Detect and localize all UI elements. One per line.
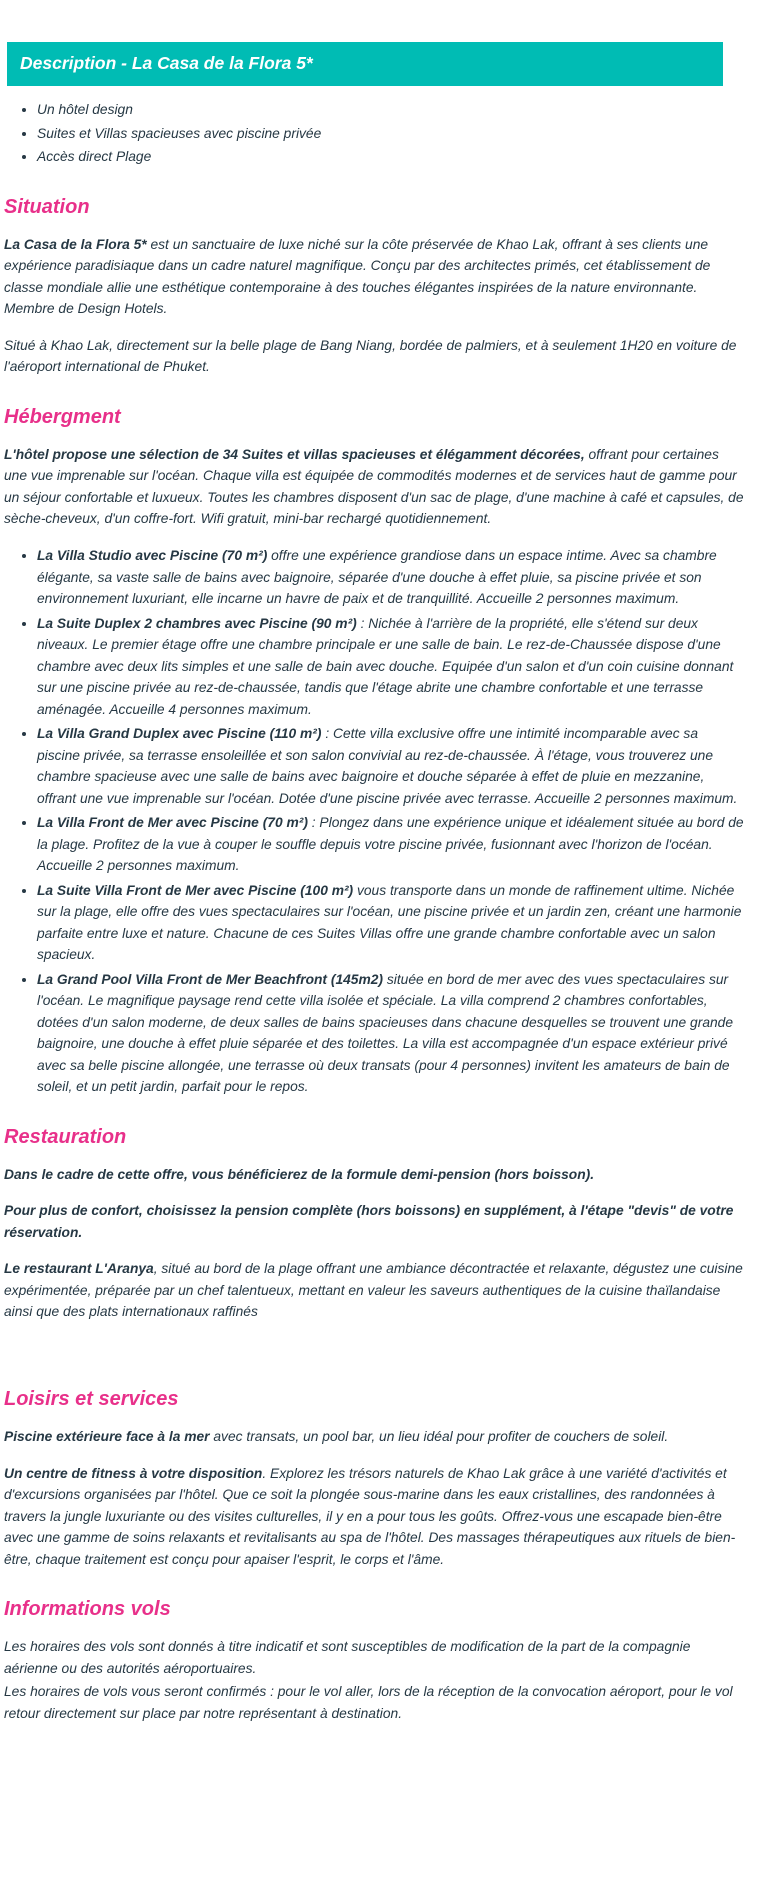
villa-description: située en bord de mer avec des vues spectaculaires sur l'océan. Le magnifique paysage rend cette villa isolée et spéciale. La villa comprend 2 chambres confortables, dotées d'un salon moderne, de deux salles de bains spacieuses dans chacune desquelles se trouvent une grande baignoire, une douche à effet pluie séparée et des toilettes. La villa est accompagnée d'un espace extérieur privé avec sa belle piscine allongée, une terrasse où deux transats (pour 4 personnes) invitent les amateurs de bain de soleil, et un petit jardin, parfait pour le repos.	[37, 971, 734, 1095]
villa-title: La Suite Villa Front de Mer avec Piscine (100 m²)	[37, 882, 354, 898]
villa-item	[37, 969, 744, 1098]
restauration-paragraph-1: Dans le cadre de cette offre, vous bénéficierez de la formule demi-pension (hors boisson).	[4, 1166, 595, 1182]
vols-paragraph-2: Les horaires de vols vous seront confirmés : pour le vol aller, lors de la réception de la convocation aéroport, pour le vol retour directement sur place par notre représentant à destination.	[4, 1684, 733, 1721]
loisirs-paragraph-2-bold: Un centre de fitness à votre disposition	[4, 1465, 263, 1481]
situation-paragraph-1-text: est un sanctuaire de luxe niché sur la côte préservée de Khao Lak, offrant à ses clients une expérience paradisiaque dans un cadre naturel magnifique. Conçu par des architectes primés, cet établissement de classe mondiale allie une esthétique contemporaine à des touches élégantes inspirées de la nature environnante. Membre de Design Hotels.	[4, 236, 711, 317]
villa-description: : Plongez dans une expérience unique et idéalement située au bord de la plage. Profitez de la vue à couper le souffle depuis votre piscine privée, fusionnant avec l'horizon de l'océan. Accueille 2 personnes maximum.	[37, 815, 744, 874]
villa-item	[37, 723, 744, 809]
villa-description: : Nichée à l'arrière de la propriété, elle s'étend sur deux niveaux. Le premier étage offre une chambre principale er une salle de bain. Le rez-de-Chaussée dispose d'une chambre avec deux lits simples et une salle de bain avec douche. Equipée d'un salon et d'un coin cuisine donnant sur une piscine privée au rez-de-chaussée, tandis que l'étage abrite une chambre confortable et une terrasse aménagée. Accueille 4 personnes maximum.	[37, 615, 734, 717]
hotel-name-text: La Casa de la Flora 5*	[4, 236, 147, 252]
section-heading-situation: Situation	[4, 195, 90, 218]
loisirs-paragraph-2	[4, 1463, 744, 1571]
restauration-paragraph-3-text: , situé au bord de la plage offrant une ambiance décontractée et relaxante, dégustez une cuisine expérimentée, préparée par un chef talentueux, mettant en valeur les saveurs authentiques de la cuisine thaïlandaise ainsi que des plats internationaux raffinés	[4, 1261, 743, 1320]
section-heading-hebergement: Hébergment	[4, 405, 121, 428]
loisirs-paragraph-2-text: . Explorez les trésors naturels de Khao Lak grâce à une variété d'activités et d'excursions organisées par l'hôtel. Que ce soit la plongée sous-marine dans les eaux cristallines, des randonnées à travers la jungle luxuriante ou des visites culturelles, il y en a pour tous les goûts. Offrez-vous une escapade bien-être avec une gamme de soins relaxants et revitalisants au spa de l'hôtel. Des massages thérapeutiques aux rituels de bien-être, chaque traitement est conçu pour apaiser l'esprit, le corps et l'âme.	[4, 1465, 736, 1567]
hebergement-intro-bold: L'hôtel propose une sélection de 34 Suites et villas spacieuses et élégamment décorées,	[4, 446, 585, 462]
section-heading-restauration: Restauration	[4, 1125, 127, 1148]
villa-title: La Suite Duplex 2 chambres avec Piscine (90 m²)	[37, 615, 357, 631]
section-heading-loisirs: Loisirs et services	[4, 1387, 179, 1410]
highlight-item: • Un hôtel design	[37, 99, 744, 121]
section-heading-vols: Informations vols	[4, 1598, 171, 1621]
hebergement-intro	[4, 444, 744, 530]
situation-paragraph-1	[4, 234, 744, 320]
restauration-paragraph-3	[4, 1258, 744, 1323]
vols-paragraph-1: Les horaires des vols sont donnés à titre indicatif et sont susceptibles de modification de la part de la compagnie aérienne ou des autorités aéroportuaires.	[4, 1639, 691, 1676]
loisirs-paragraph-1-bold: Piscine extérieure face à la mer	[4, 1428, 210, 1444]
villa-item	[37, 545, 744, 610]
restaurant-name-text: Le restaurant L'Aranya	[4, 1261, 154, 1277]
highlight-item: • Accès direct Plage	[37, 146, 744, 168]
loisirs-paragraph-1-text: avec transats, un pool bar, un lieu idéal pour profiter de couchers de soleil.	[209, 1428, 669, 1444]
description-banner	[7, 42, 723, 86]
villa-description: vous transporte dans un monde de raffinement ultime. Nichée sur la plage, elle offre des vues spectaculaires sur l'océan, une piscine privée et un jardin zen, créant une harmonie parfaite entre luxe et nature. Chacune de ces Suites Villas offre une grande chambre confortable avec un salon spacieux.	[37, 882, 742, 963]
villa-item	[37, 613, 744, 721]
hebergement-intro-text: offrant pour certaines une vue imprenable sur l'océan. Chaque villa est équipée de commodités modernes et de services haut de gamme pour un séjour confortable et luxueux. Toutes les chambres disposent d'un sac de plage, d'une machine à café et capsules, de sèche-cheveux, d'un coffre-fort. Wifi gratuit, mini-bar rechargé quotidiennement.	[4, 446, 744, 527]
villa-item	[37, 880, 744, 966]
villa-description: offre une expérience grandiose dans un espace intime. Avec sa chambre élégante, sa vaste salle de bains avec baignoire, séparée d'une douche à effet pluie, sa piscine privée et son environnement luxuriant, elle incarne un havre de paix et de tranquillité. Accueille 2 personnes maximum.	[37, 548, 717, 607]
villa-title: La Grand Pool Villa Front de Mer Beachfront (145m2)	[37, 971, 384, 987]
loisirs-paragraph-1	[4, 1426, 744, 1448]
villa-title: La Villa Front de Mer avec Piscine (70 m²)	[37, 815, 308, 831]
villa-list	[4, 545, 744, 1098]
villa-title: La Villa Studio avec Piscine (70 m²)	[37, 548, 268, 563]
villa-item	[37, 812, 744, 877]
villa-title: La Villa Grand Duplex avec Piscine (110 m²)	[37, 726, 322, 742]
highlight-item: • Suites et Villas spacieuses avec piscine privée	[37, 123, 744, 145]
villa-description: : Cette villa exclusive offre une intimité incomparable avec sa piscine privée, sa terrasse ensoleillée et son salon convivial au rez-de-chaussée. À l'étage, vous trouverez une chambre spacieuse avec une salle de bains avec baignoire et douche séparée à effet de pluie en mezzanine, offrant une vue imprenable sur l'océan. Dotée d'une piscine privée avec terrasse. Accueille 2 personnes maximum.	[37, 726, 738, 806]
situation-paragraph-2: Situé à Khao Lak, directement sur la belle plage de Bang Niang, bordée de palmiers, et à seulement 1H20 en voiture de l'aéroport international de Phuket.	[4, 337, 737, 375]
highlights-list	[4, 99, 744, 168]
restauration-paragraph-2: Pour plus de confort, choisissez la pension complète (hors boissons) en supplément, à l'étape "devis" de votre réservation.	[4, 1203, 734, 1240]
page-title: Description - La Casa de la Flora 5*	[20, 53, 313, 73]
